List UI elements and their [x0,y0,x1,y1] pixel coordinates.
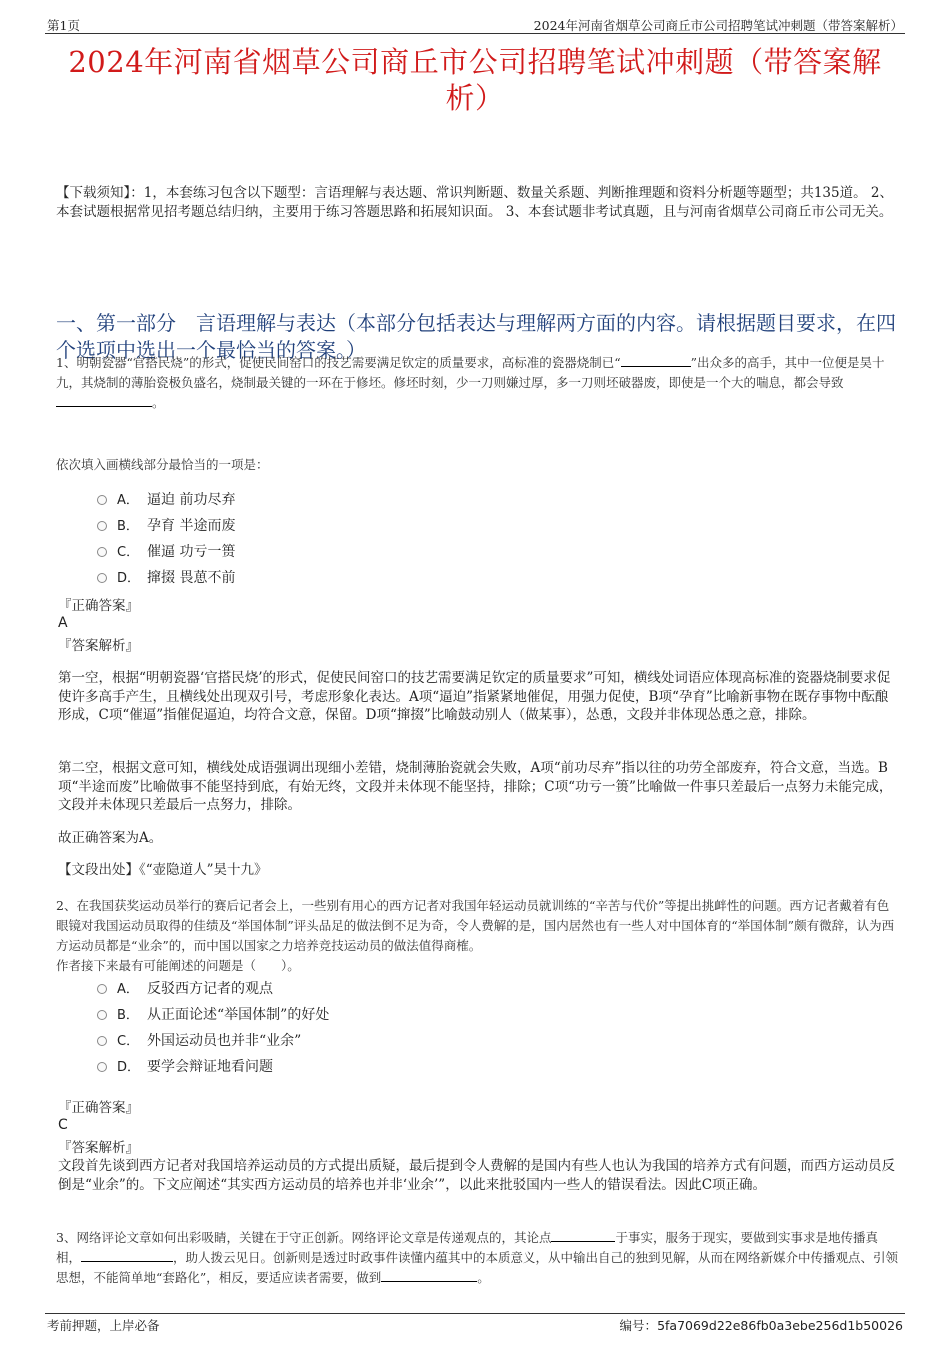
radio-icon[interactable] [97,1010,107,1020]
q3-stem-part-a: 3、网络评论文章如何出彩吸睛，关键在于守正创新。网络评论文章是传递观点的，其论点 [56,1230,552,1245]
radio-icon[interactable] [97,573,107,583]
q1-stem-part-c: 。 [152,395,165,410]
q1-analysis-2: 第二空，根据文意可知，横线处成语强调出现细小差错，烧制薄胎瓷就会失败，A项“前功尽弃”指以往的功劳全部废弃，符合文意，当选。B项“半途而废”比喻做事不能坚持到底，有始无终，文段并未体现不能坚持，排除；C项“功亏一篑”比喻做一件事只差最后一点努力未能完成，文段并未体现只差最后一点努力，排除。 [58,760,893,813]
q1-correct-label: 『正确答案』 [58,598,139,614]
page-header [45,14,905,34]
q2-option-b[interactable]: B． 从正面论述“举国体制”的好处 [97,1002,329,1028]
q1-blank-2 [56,394,152,407]
page-footer [45,1313,905,1333]
q2-option-c[interactable]: C． 外国运动员也并非“业余” [97,1028,329,1054]
question-2-stem: 2、在我国获奖运动员举行的赛后记者会上，一些别有用心的西方记者对我国年轻运动员就训练的“辛苦与代价”等提出挑衅性的问题。西方记者戴着有色眼镜对我国运动员取得的佳绩及“举国体制”评头品足的做法倒不足为奇，令人费解的是，国内居然也有一些人对中国体育的“举国体制”颇有微辞，认为西方运动员都是“业余”的，而中国以国家之力培养竞技运动员的做法值得商榷。 [56,898,895,953]
radio-icon[interactable] [97,984,107,994]
question-1-stem [56,353,900,413]
q1-correct-answer: A [58,615,68,631]
question-1-prompt: 依次填入画横线部分最恰当的一项是： [56,457,269,472]
page-number: 第1页 [47,18,80,33]
question-2-options [97,976,329,1080]
radio-icon[interactable] [97,1036,107,1046]
footer-slogan: 考前押题，上岸必备 [47,1318,160,1333]
q1-option-a[interactable]: A． 逼迫 前功尽弃 [97,487,235,513]
q1-stem-part-b: ”出众多的高手，其中一位便是昊十九，其烧制的薄胎瓷极负盛名，烧制最关键的一环在于修坯。修坯时刻，少一刀则嫌过厚，多一刀则坯破器废，即使是一个大的喘息，都会导致 [56,355,885,390]
radio-icon[interactable] [97,1062,107,1072]
q1-option-b[interactable]: B． 孕育 半途而废 [97,513,235,539]
radio-icon[interactable] [97,521,107,531]
q1-analysis-3: 故正确答案为A。 [58,830,163,846]
q1-option-d[interactable]: D． 撺掇 畏葸不前 [97,565,235,591]
q2-option-a[interactable]: A． 反驳西方记者的观点 [97,976,329,1002]
q1-stem-part-a: 1、明朝瓷器“官搭民烧”的形式，促使民间窑口的技艺需要满足钦定的质量要求，高标准的瓷器烧制已“ [56,355,621,370]
question-3-stem [56,1228,900,1288]
q1-option-c[interactable]: C． 催逼 功亏一篑 [97,539,235,565]
q3-stem-part-b: 于事实，服务于现实，要做到实事求是地传播真相， [56,1230,878,1265]
radio-icon[interactable] [97,547,107,557]
document-title: 2024年河南省烟草公司商丘市公司招聘笔试冲刺题（带答案解析） [68,45,882,115]
q2-analysis: 文段首先谈到西方记者对我国培养运动员的方式提出质疑，最后提到令人费解的是国内有些人也认为我国的培养方式有问题，而西方运动员反倒是“业余”的。下文应阐述“其实西方运动员的培养也并非‘业余’”，以此来批驳国内一些人的错误看法。因此C项正确。 [58,1158,895,1193]
q1-source: 【文段出处】《“壶隐道人”昊十九》 [58,862,268,878]
question-1-options [97,487,235,591]
q3-stem-part-c: ，助人拨云见日。创新则是透过时政事件读懂内蕴其中的本质意义，从中输出自己的独到见解，从而在网络新媒介中传播观点、引领思想，不能简单地“套路化”，相反，要适应读者需要，做到 [56,1250,899,1285]
header-doc-title: 2024年河南省烟草公司商丘市公司招聘笔试冲刺题（带答案解析） [533,18,903,33]
download-notice: 【下载须知】：1，本套练习包含以下题型：言语理解与表达题、常识判断题、数量关系题、判断推理题和资料分析题等题型；共135道。 2、本套试题根据常见招考题总结归纳，主要用于练习答题思路和拓展知识面。 3、本套试题非考试真题，且与河南省烟草公司商丘市公司无关。 [56,185,893,220]
q3-blank-3 [381,1269,477,1282]
section-title: 一、第一部分 言语理解与表达（本部分包括表达与理解两方面的内容。请根据题目要求，在四个选项中选出一个最恰当的答案。） [56,311,896,362]
q3-blank-2 [81,1249,173,1262]
q2-option-d[interactable]: D． 要学会辩证地看问题 [97,1054,329,1080]
q1-analysis-1: 第一空，根据“明朝瓷器‘官搭民烧’的形式，促使民间窑口的技艺需要满足钦定的质量要求”可知，横线处词语应体现高标准的瓷器烧制要求促使许多高手产生，且横线处出现双引号，考虑形象化表达。A项“逼迫”指紧紧地催促，用强力促使，B项“孕育”比喻新事物在既存事物中酝酿形成，C项“催逼”指催促逼迫，均符合文意，保留。D项“撺掇”比喻鼓动别人（做某事），怂恿，文段并非体现怂恿之意，排除。 [58,670,891,723]
q1-blank-1 [621,354,691,367]
q3-blank-1 [551,1229,615,1242]
question-2-prompt: 作者接下来最有可能阐述的问题是（ ）。 [56,958,300,973]
radio-icon[interactable] [97,495,107,505]
q2-correct-label: 『正确答案』 [58,1100,139,1116]
footer-code: 编号：5fa7069d22e86fb0a3ebe256d1b50026 [619,1318,903,1333]
q3-stem-part-d: 。 [477,1270,490,1285]
q2-analysis-label: 『答案解析』 [58,1140,139,1156]
q1-analysis-label: 『答案解析』 [58,638,139,654]
q2-correct-answer: C [58,1117,68,1133]
